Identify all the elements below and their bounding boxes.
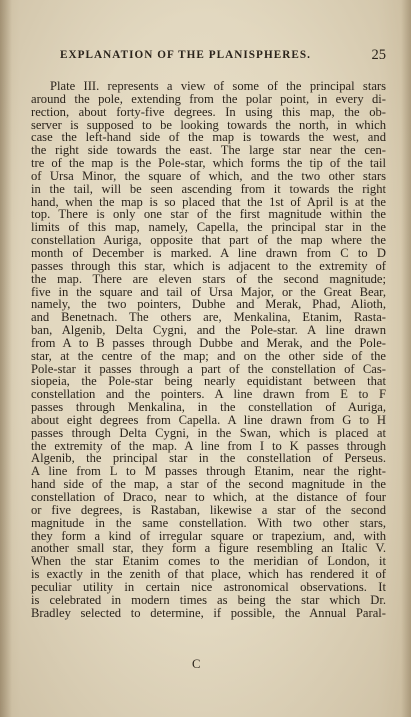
text-line: ban, Algenib, Delta Cygni, and the Pole-star. A line drawn	[31, 323, 386, 338]
signature-mark: C	[192, 657, 201, 671]
text-line: five in the square and tail of Ursa Major, or the Great Bear,	[31, 284, 386, 299]
text-line: the map. There are eleven stars of the second magnitude;	[31, 271, 386, 286]
text-line: hand, when the map is so placed that the 1st of April is at the	[31, 194, 386, 209]
running-title: EXPLANATION OF THE PLANISPHERES.	[60, 49, 311, 61]
text-line: When the star Etanim comes to the meridian of London, it	[31, 554, 386, 569]
text-line: constellation of Draco, near to which, at the distance of four	[31, 490, 386, 504]
text-line: passes through Menkalina, in the constellation of Auriga,	[31, 400, 386, 415]
text-line: server is supposed to be looking towards the north, in which	[31, 117, 386, 132]
page-edge-shadow-left	[0, 0, 12, 717]
text-line: peculiar utility in certain nice astronomical observations. It	[31, 579, 386, 594]
text-line: rection, about forty-five degrees. In using this map, the ob-	[31, 104, 386, 119]
text-line: the right side towards the east. The large star near the cen-	[31, 143, 386, 158]
text-line: tre of the map is the Pole-star, which forms the tip of the tail	[31, 156, 386, 171]
text-line: around the pole, extending from the polar point, in every di-	[31, 91, 386, 106]
text-line: case the left-hand side of the map is towards the west, and	[31, 130, 386, 145]
text-line: Pole-star it passes through a part of the constellation of Cas-	[31, 361, 386, 376]
text-line: magnitude in the same constellation. With two other stars,	[31, 515, 386, 530]
text-line: they form a kind of irregular square or trapezium, and, with	[31, 528, 386, 543]
text-line: Bradley selected to determine, if possible, the Annual Paral-	[31, 605, 386, 620]
text-line: top. There is only one star of the first magnitude within the	[31, 207, 386, 222]
text-line: siopeia, the Pole-star being nearly equidistant between that	[31, 374, 386, 389]
text-line: Algenib, the principal star in the constellation of Perseus.	[31, 451, 386, 466]
text-line: the extremity of the map. A line from I to K passes through	[31, 438, 386, 453]
text-line: month of December is marked. A line drawn from C to D	[31, 245, 386, 260]
text-line: and Benetnach. The others are, Menkalina, Etanim, Rasta-	[31, 310, 386, 325]
text-line: limits of this map, namely, Capella, the principal star in the	[31, 220, 386, 235]
text-line: A line from L to M passes through Etanim, near the right-	[31, 464, 386, 479]
text-line: constellation and the pointers. A line drawn from E to F	[31, 387, 386, 402]
page-number: 25	[371, 47, 386, 63]
text-line: or five degrees, is Rastaban, likewise a star of the second	[31, 502, 386, 517]
text-line: star, at the centre of the map; and on the other side of the	[31, 348, 386, 363]
text-line: another small star, they form a figure resembling an Italic V.	[31, 541, 386, 556]
text-line: hand side of the map, a star of the second magnitude in the	[31, 477, 386, 492]
page-edge-shadow-right	[401, 0, 411, 717]
text-line: passes through this star, which is adjacent to the extremity of	[31, 258, 386, 273]
text-line: of Ursa Minor, the square of which, and the two other stars	[31, 168, 386, 183]
text-line: about eight degrees from Capella. A line drawn from G to H	[31, 412, 386, 427]
page-header	[60, 47, 386, 67]
text-line: namely, the two pointers, Dubhe and Merak, Phad, Alioth,	[31, 297, 386, 312]
text-line: constellation Auriga, opposite that part of the map where the	[31, 233, 386, 248]
text-line: from A to B passes through Dubbe and Merak, and the Pole-	[31, 335, 386, 350]
body-paragraph	[31, 80, 386, 619]
text-line: in the tail, will be seen ascending from it towards the right	[31, 181, 386, 196]
text-line: Plate III. represents a view of some of the principal stars	[50, 79, 386, 93]
text-line: passes through Delta Cygni, in the Swan, which is placed at	[31, 425, 386, 440]
text-line: is exactly in the zenith of that place, which has rendered it of	[31, 567, 386, 582]
text-line: is celebrated in modern times as being the star which Dr.	[31, 592, 386, 607]
